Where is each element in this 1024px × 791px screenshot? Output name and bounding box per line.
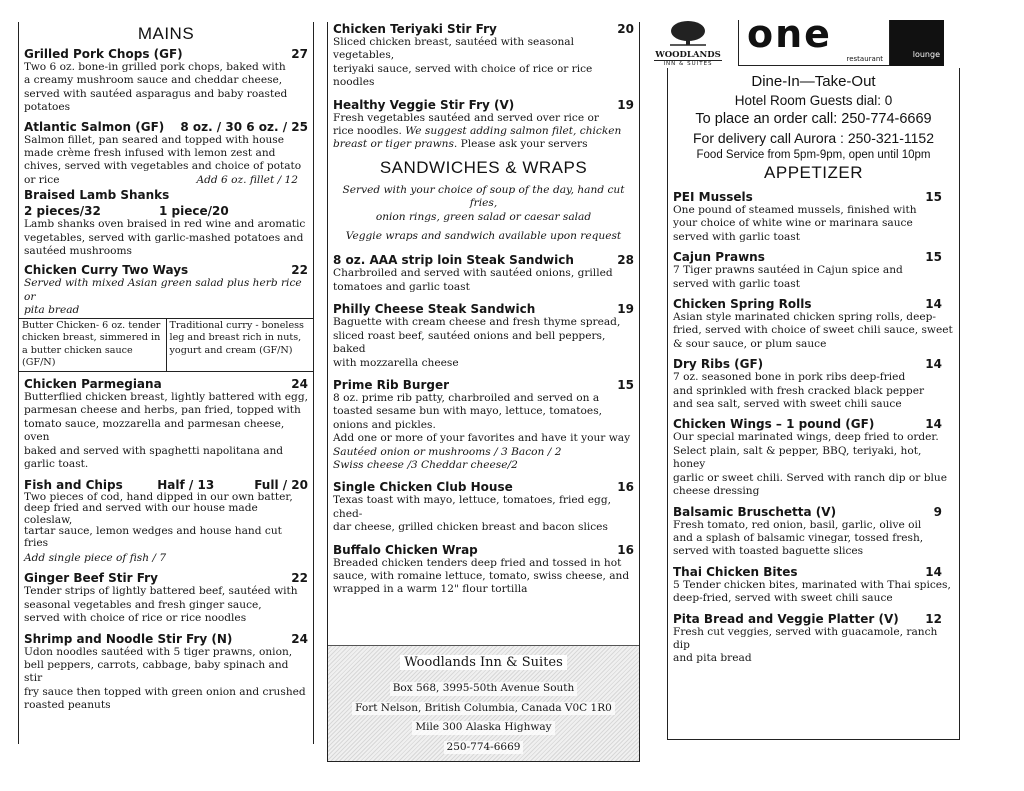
item-desc: Fresh tomato, red onion, basil, garlic, olive oil and a splash of balsamic vinegar, tossed fresh, served with toasted baguette slices <box>673 518 924 558</box>
appetizer-item <box>668 190 959 244</box>
menu-item-buffalo-wrap <box>328 543 639 597</box>
item-price: 16 <box>617 542 634 557</box>
item-name: Chicken Spring Rolls <box>673 297 812 312</box>
item-price: 14 <box>925 564 942 579</box>
item-price: 19 <box>617 97 634 112</box>
item-name: Healthy Veggie Stir Fry (V) <box>333 97 515 112</box>
appetizer-title: APPETIZER <box>764 163 863 182</box>
appetizer-column <box>667 68 960 740</box>
logo-bar <box>650 12 950 70</box>
room-guests-line: Hotel Room Guests dial: 0 <box>734 93 893 108</box>
item-price: 22 <box>291 263 308 278</box>
item-desc: Two 6 oz. bone-in grilled pork chops, baked with a creamy mushroom sauce and cheddar cheese, served with sautéed asparagus and baby roasted potatoes <box>24 61 288 114</box>
item-name: Pita Bread and Veggie Platter (V) <box>673 611 899 626</box>
item-desc: Sliced chicken breast, sautéed with seasonal vegetables, teriyaki sauce, served with choice of rice or rice noodles <box>333 36 593 89</box>
item-desc: Butterflied chicken breast, lightly battered with egg, parmesan cheese and herbs, pan fried, topped with tomato sauce, mozzarella and parmesan cheese, oven baked and served with spaghetti napolitana and garlic toast. <box>24 391 308 471</box>
lounge-logo: lounge <box>890 20 944 66</box>
item-price: 14 <box>925 417 942 432</box>
item-desc: Our special marinated wings, deep fried to order. Select plain, salt & pepper, BBQ, teriyaki, hot, honey garlic or sweet chili. Served with ranch dip or blue cheese dressing <box>673 431 947 498</box>
menu-item-ginger-beef <box>19 571 313 625</box>
item-price: 9 <box>933 504 942 519</box>
item-desc: Tender strips of lightly battered beef, sautéed with seasonal vegetables and fresh ginger sauce, served with choice of rice or rice noodles <box>24 585 298 625</box>
hotel-phone: 250-774-6669 <box>444 741 524 755</box>
item-desc: Salmon fillet, pan seared and topped with house made crème fresh infused with lemon zest and chives, served with vegetables and choice of potato or rice Add 6 oz. fillet / 12 <box>24 134 308 188</box>
hotel-name: Woodlands Inn & Suites <box>400 655 567 670</box>
one-restaurant-logo: one restaurant <box>738 20 890 66</box>
item-name: Cajun Prawns <box>673 250 765 265</box>
item-name: Shrimp and Noodle Stir Fry (N) <box>24 631 233 646</box>
menu-item-salmon <box>19 120 313 188</box>
item-desc: Served with mixed Asian green salad plus herb rice or pita bread <box>24 277 302 317</box>
item-price: 19 <box>617 302 634 317</box>
item-addon: Sautéed onion or mushrooms / 3 Bacon / 2 <box>333 445 562 458</box>
item-name: Buffalo Chicken Wrap <box>333 542 478 557</box>
item-desc: Texas toast with mayo, lettuce, tomatoes, fried egg, ched- dar cheese, grilled chicken breast and bacon slices <box>333 494 611 534</box>
appetizer-list <box>668 190 959 666</box>
item-desc: Baguette with cream cheese and fresh thyme spread, sliced roast beef, sautéed onions and bell peppers, baked with mozzarella cheese <box>333 316 621 369</box>
hotel-address-line: Box 568, 3995-50th Avenue South <box>390 682 578 696</box>
item-desc: One pound of steamed mussels, finished with your choice of white wine or marinara sauce served with garlic toast <box>673 204 917 243</box>
item-name: Chicken Parmegiana <box>24 377 162 392</box>
item-desc: Udon noodles sautéed with 5 tiger prawns, onion, bell peppers, carrots, cabbage, baby spinach and stir fry sauce then topped with green onion and crushed roasted peanuts <box>24 645 306 712</box>
mains-column <box>18 22 314 744</box>
item-price: 14 <box>925 297 942 312</box>
menu-item-parmegiana <box>19 377 313 471</box>
item-addon: Add single piece of fish / 7 <box>24 552 167 564</box>
appetizer-item <box>668 417 959 498</box>
appetizer-item <box>668 612 959 666</box>
middle-column <box>327 22 640 762</box>
item-desc: Fresh cut veggies, served with guacamole, ranch dip and pita bread <box>673 625 938 665</box>
menu-item-prime-rib-burger <box>328 378 639 472</box>
order-phone: To place an order call: 250-774-6669 <box>695 111 932 127</box>
item-price: 15 <box>925 190 942 204</box>
item-desc: Lamb shanks oven braised in red wine and aromatic vegetables, served with garlic-mashed potatoes and sautéed mushrooms <box>24 218 306 258</box>
menu-item-curry <box>19 263 313 317</box>
item-desc: Asian style marinated chicken spring rolls, deep- fried, served with choice of sweet chili sauce, sweet & sour sauce, or plum sauce <box>673 311 953 350</box>
item-name: Braised Lamb Shanks <box>24 188 170 203</box>
menu-item-shrimp-noodle <box>19 632 313 713</box>
item-desc: 8 oz. prime rib patty, charbroiled and served on a toasted sesame bun with mayo, lettuce, tomatoes, onions and pickles. Add one or more of your favorites and have it your way Sautéed onion or mushrooms / 3 Bacon / 2 Swiss cheese /3 Cheddar cheese/2 <box>333 392 634 472</box>
item-desc: Fresh vegetables sautéed and served over rice or rice noodles. We suggest adding salmon filet, chicken breast or tiger prawns. Please ask your servers <box>333 111 622 151</box>
item-name: Atlantic Salmon (GF) <box>24 119 165 134</box>
item-name: Prime Rib Burger <box>333 377 450 392</box>
delivery-phone: For delivery call Aurora : 250-321-1152 <box>693 130 934 146</box>
sandwiches-title: SANDWICHES & WRAPS <box>379 157 588 177</box>
item-price: 2 pieces/32 <box>24 204 101 219</box>
curry-option-butter: Butter Chicken- 6 oz. tender chicken breast, simmered in a butter chicken sauce (GF/N) <box>19 319 167 371</box>
menu-item-lamb <box>19 188 313 258</box>
item-price: 20 <box>617 22 634 36</box>
menu-item-fish-chips <box>19 478 313 566</box>
tree-icon <box>668 20 708 46</box>
menu-item-club-house <box>328 480 639 534</box>
item-desc: Charbroiled and served with sautéed onions, grilled tomatoes and garlic toast <box>333 267 613 293</box>
item-price: Full / 20 <box>254 477 308 492</box>
appetizer-item <box>668 565 959 606</box>
curry-options-table <box>19 318 313 372</box>
hotel-address-box <box>328 645 639 761</box>
item-addon: Add 6 oz. fillet / 12 <box>196 173 298 186</box>
menu-item-steak-sandwich <box>328 253 639 294</box>
item-name: 8 oz. AAA strip loin Steak Sandwich <box>333 253 574 268</box>
item-desc: Two pieces of cod, hand dipped in our own batter, deep fried and served with our house made coleslaw, tartar sauce, lemon wedges and house hand cut fries <box>24 490 293 549</box>
sandwiches-note: Served with your choice of soup of the day, hand cut fries, onion rings, green salad or caesar salad <box>342 183 625 223</box>
woodlands-logo: WOODLANDS INN & SUITES <box>654 20 722 68</box>
appetizer-item <box>668 505 959 559</box>
appetizer-item <box>668 357 959 411</box>
item-addon: Swiss cheese /3 Cheddar cheese/2 <box>333 458 518 471</box>
item-name: Ginger Beef Stir Fry <box>24 571 158 586</box>
item-name: Grilled Pork Chops (GF) <box>24 47 183 61</box>
item-desc: 5 Tender chicken bites, marinated with Thai spices, deep-fried, served with sweet chili sauce <box>673 578 951 605</box>
item-name: Chicken Curry Two Ways <box>24 263 189 278</box>
item-price: 12 <box>925 611 942 626</box>
item-price: 14 <box>925 357 942 372</box>
item-name: Chicken Teriyaki Stir Fry <box>333 22 497 36</box>
item-price: Half / 13 <box>157 477 215 492</box>
dine-in-take-out: Dine-In—Take-Out <box>751 73 876 90</box>
item-price: 15 <box>617 377 634 392</box>
appetizer-item <box>668 297 959 351</box>
item-price: 22 <box>291 571 308 586</box>
item-price: 28 <box>617 253 634 268</box>
item-desc: 7 Tiger prawns sautéed in Cajun spice and served with garlic toast <box>673 264 903 290</box>
item-name: Philly Cheese Steak Sandwich <box>333 302 536 317</box>
menu-item-teriyaki <box>328 22 639 90</box>
item-price: 15 <box>925 250 942 265</box>
item-price: 27 <box>291 47 308 61</box>
mains-title: MAINS <box>137 24 195 43</box>
item-name: Balsamic Bruschetta (V) <box>673 504 837 519</box>
veggie-wrap-note: Veggie wraps and sandwich available upon request <box>345 230 622 243</box>
appetizer-item <box>668 250 959 291</box>
hotel-address-line: Mile 300 Alaska Highway <box>412 721 554 735</box>
item-price: 24 <box>291 377 308 392</box>
item-name: Dry Ribs (GF) <box>673 357 764 372</box>
item-name: Chicken Wings – 1 pound (GF) <box>673 417 875 432</box>
item-price: 24 <box>291 631 308 646</box>
item-price: 1 piece/20 <box>159 204 229 219</box>
item-price: 16 <box>617 480 634 495</box>
item-name: Fish and Chips <box>24 477 123 492</box>
item-name: Single Chicken Club House <box>333 480 513 495</box>
service-hours: Food Service from 5pm-9pm, open until 10pm <box>696 149 931 161</box>
hotel-address-line: Fort Nelson, British Columbia, Canada V0C 1R0 <box>352 702 615 716</box>
menu-item-philly <box>328 302 639 370</box>
menu-item-veggie-stir-fry <box>328 98 639 152</box>
menu-item-pork-chops <box>19 47 313 115</box>
item-name: Thai Chicken Bites <box>673 564 798 579</box>
item-desc: Breaded chicken tenders deep fried and tossed in hot sauce, with romaine lettuce, tomato, swiss cheese, and wrapped in a warm 12" flour tortilla <box>333 556 630 596</box>
item-name: PEI Mussels <box>673 190 753 204</box>
item-price: 8 oz. / 30 6 oz. / 25 <box>180 119 308 134</box>
item-desc: 7 oz. seasoned bone in pork ribs deep-fried and sprinkled with fresh cracked black pepper and sea salt, served with sweet chili sauce <box>673 371 925 411</box>
curry-option-traditional: Traditional curry - boneless leg and breast rich in nuts, yogurt and cream (GF/N) <box>169 319 304 356</box>
